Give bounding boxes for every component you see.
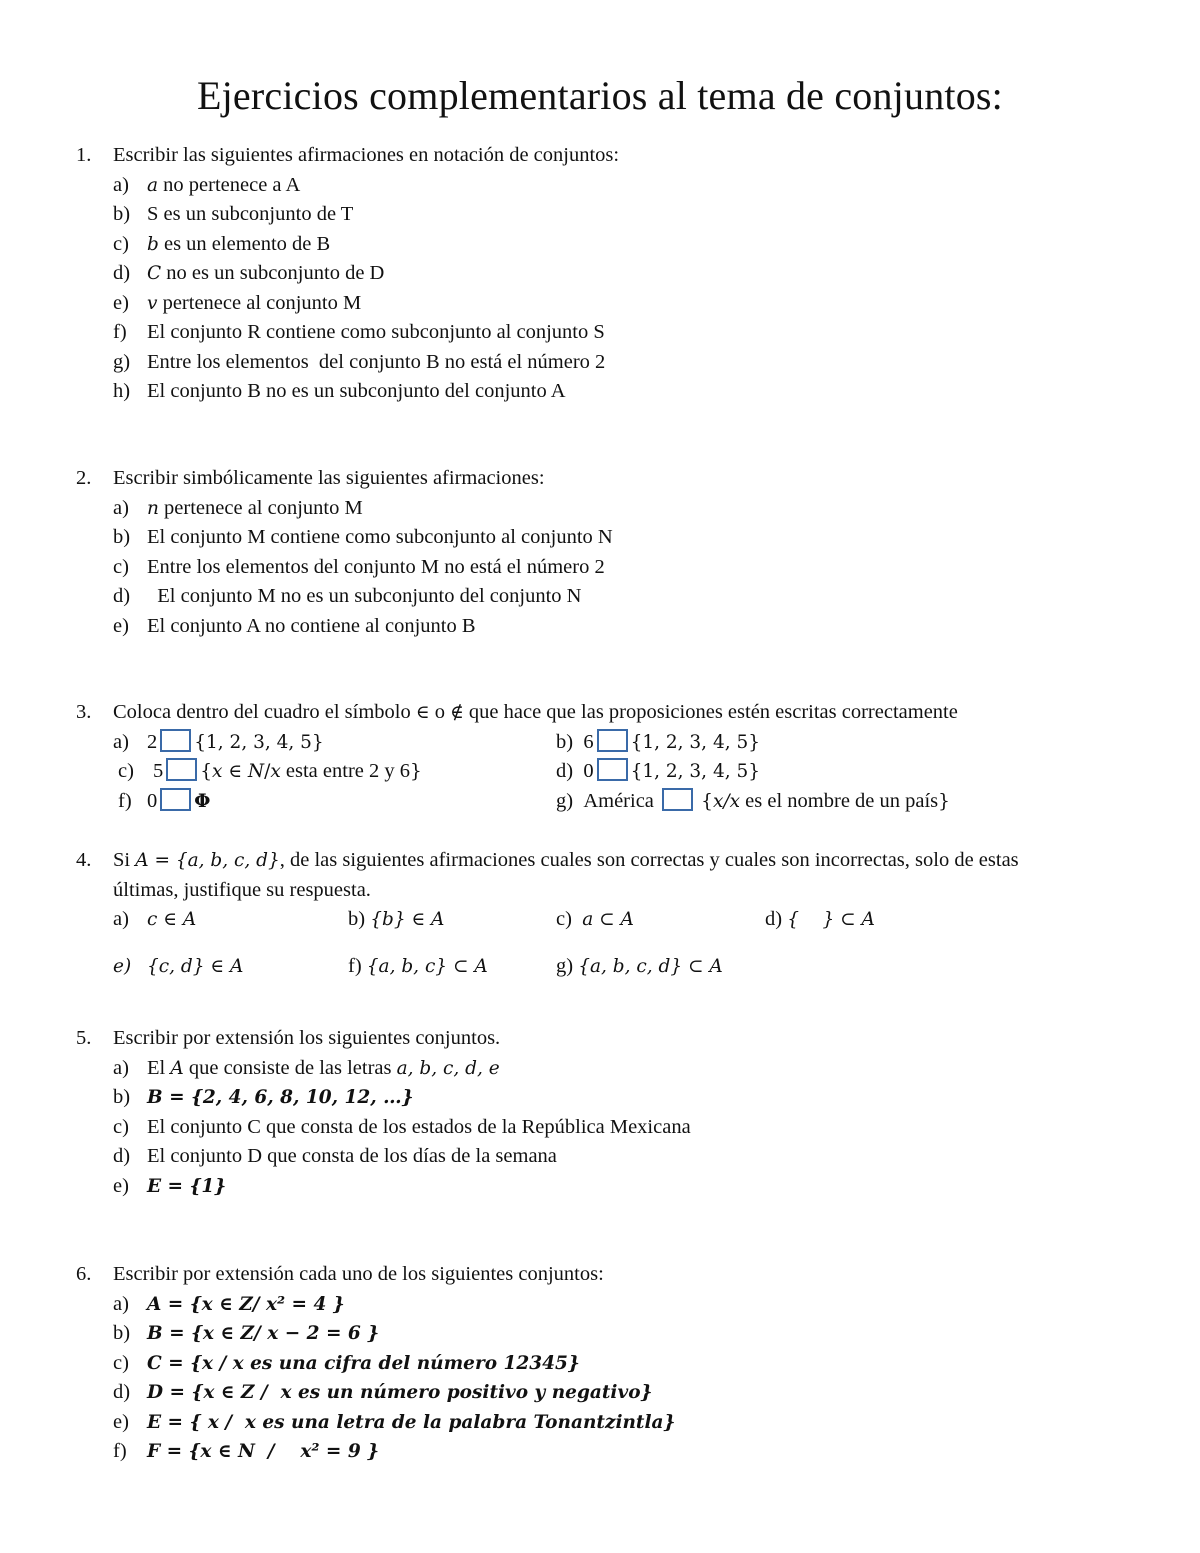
answer-box[interactable] bbox=[160, 729, 191, 752]
question-1 bbox=[0, 141, 1200, 407]
question-text: Escribir por extensión cada uno de los siguientes conjuntos: bbox=[113, 1263, 604, 1285]
list-item: e) E = { x / x es una letra de la palabra Tonantzintla} bbox=[113, 1410, 676, 1433]
not-element-of-symbol: ∉ bbox=[450, 702, 464, 723]
list-item: a) n pertenece al conjunto M bbox=[113, 496, 363, 519]
question-2 bbox=[0, 464, 1200, 641]
list-item: d) El conjunto D que consta de los días de la semana bbox=[113, 1145, 557, 1167]
list-item: a) a no pertenece a A bbox=[113, 173, 301, 196]
question-4 bbox=[0, 846, 1200, 981]
list-item: e) El conjunto A no contiene al conjunto B bbox=[113, 614, 476, 637]
question-text: Coloca dentro del cuadro el símbolo ∈ o ∉ que hace que las proposiciones estén escritas correctamente bbox=[113, 701, 958, 723]
list-item: a) A = {x ∈ Z/ x² = 4 } bbox=[113, 1292, 345, 1315]
list-item: c) 5 {x ∈ N/x esta entre 2 y 6} d) 0 {1, 2, 3, 4, 5} bbox=[118, 760, 761, 782]
list-item: c) b es un elemento de B bbox=[113, 232, 331, 255]
list-item: b) S es un subconjunto de T bbox=[113, 203, 354, 225]
list-item: f) F = {x ∈ N / x² = 9 } bbox=[113, 1440, 380, 1462]
answer-box[interactable] bbox=[160, 788, 191, 811]
question-number: 5. bbox=[76, 1027, 92, 1049]
question-number: 6. bbox=[76, 1263, 92, 1285]
list-item: a) 2 {1, 2, 3, 4, 5} b) 6 {1, 2, 3, 4, 5} bbox=[113, 730, 761, 753]
question-3 bbox=[0, 698, 1200, 816]
list-item: c) El conjunto C que consta de los estados de la República Mexicana bbox=[113, 1115, 691, 1138]
list-item: b) El conjunto M contiene como subconjunto al conjunto N bbox=[113, 526, 613, 548]
question-number: 1. bbox=[76, 144, 92, 166]
list-item: e) {c, d} ∈ A f) {a, b, c} ⊂ A g) {a, b, c, d} ⊂ A bbox=[113, 954, 723, 977]
page-title: Ejercicios complementarios al tema de conjuntos: bbox=[196, 73, 1003, 118]
answer-box[interactable] bbox=[597, 758, 628, 781]
list-item: f) El conjunto R contiene como subconjunto al conjunto S bbox=[113, 321, 605, 343]
answer-box[interactable] bbox=[597, 729, 628, 752]
list-item: f) 0 Φ g) América {x/x es el nombre de un país} bbox=[118, 789, 950, 812]
list-item: c) C = {x / x es una cifra del número 12345} bbox=[113, 1351, 580, 1374]
question-5 bbox=[0, 1024, 1200, 1201]
list-item: b) B = {x ∈ Z/ x − 2 = 6 } bbox=[113, 1322, 380, 1344]
list-item: d) C no es un subconjunto de D bbox=[113, 262, 385, 284]
question-6 bbox=[0, 1260, 1200, 1467]
list-item: h) El conjunto B no es un subconjunto del conjunto A bbox=[113, 380, 566, 402]
list-item: c) Entre los elementos del conjunto M no está el número 2 bbox=[113, 555, 605, 578]
question-text: Escribir por extensión los siguientes conjuntos. bbox=[113, 1027, 501, 1049]
question-text: Escribir las siguientes afirmaciones en notación de conjuntos: bbox=[113, 144, 620, 166]
question-number: 3. bbox=[76, 701, 92, 723]
question-number: 4. bbox=[76, 849, 92, 871]
list-item: g) Entre los elementos del conjunto B no está el número 2 bbox=[113, 350, 606, 373]
list-item: a) El A que consiste de las letras a, b, c, d, e bbox=[113, 1056, 500, 1079]
question-text: Escribir simbólicamente las siguientes afirmaciones: bbox=[113, 467, 545, 489]
list-item: d) El conjunto M no es un subconjunto del conjunto N bbox=[113, 585, 582, 607]
answer-box[interactable] bbox=[166, 758, 197, 781]
list-item: a) c ∈ A b) {b} ∈ A c) a ⊂ A d) { } ⊂ A bbox=[113, 908, 875, 930]
list-item: d) D = {x ∈ Z / x es un número positivo y negativo} bbox=[113, 1381, 653, 1403]
question-text: Si A = {a, b, c, d}, de las siguientes afirmaciones cuales son correctas y cuales son incorrectas, solo de estas bbox=[113, 849, 1019, 871]
list-item: e) E = {1} bbox=[113, 1174, 227, 1197]
list-item: e) v pertenece al conjunto M bbox=[113, 291, 362, 314]
question-number: 2. bbox=[76, 467, 92, 489]
answer-box[interactable] bbox=[662, 788, 693, 811]
list-item: b) B = {2, 4, 6, 8, 10, 12, …} bbox=[113, 1086, 414, 1108]
element-of-symbol: ∈ bbox=[415, 702, 430, 723]
question-text-continued: últimas, justifique su respuesta. bbox=[113, 878, 371, 901]
